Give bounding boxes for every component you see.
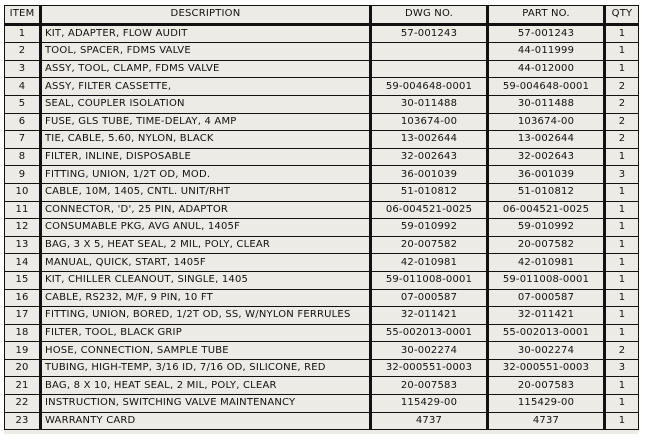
table-row bbox=[5, 43, 639, 61]
cell-description: KIT, ADAPTER, FLOW AUDIT bbox=[41, 24, 371, 43]
header-row bbox=[5, 6, 639, 25]
cell-dwg-no: 30-002274 bbox=[371, 342, 488, 360]
cell-part-no: 30-011488 bbox=[488, 95, 605, 113]
cell-part-no: 13-002644 bbox=[488, 131, 605, 149]
cell-description: CABLE, RS232, M/F, 9 PIN, 10 FT bbox=[41, 289, 371, 307]
table-row bbox=[5, 201, 639, 219]
cell-description: BAG, 8 X 10, HEAT SEAL, 2 MIL, POLY, CLEAR bbox=[41, 377, 371, 395]
cell-description: HOSE, CONNECTION, SAMPLE TUBE bbox=[41, 342, 371, 360]
cell-qty: 1 bbox=[605, 148, 639, 166]
cell-part-no: 59-004648-0001 bbox=[488, 78, 605, 96]
cell-dwg-no: 103674-00 bbox=[371, 113, 488, 131]
cell-part-no: 30-002274 bbox=[488, 342, 605, 360]
cell-qty: 2 bbox=[605, 78, 639, 96]
cell-item: 7 bbox=[5, 131, 41, 149]
cell-item: 17 bbox=[5, 307, 41, 325]
cell-part-no: 32-000551-0003 bbox=[488, 359, 605, 377]
cell-dwg-no: 32-011421 bbox=[371, 307, 488, 325]
cell-qty: 1 bbox=[605, 183, 639, 201]
cell-qty: 1 bbox=[605, 60, 639, 78]
cell-part-no: 32-011421 bbox=[488, 307, 605, 325]
table-row bbox=[5, 183, 639, 201]
cell-dwg-no: 06-004521-0025 bbox=[371, 201, 488, 219]
cell-description: FITTING, UNION, BORED, 1/2T OD, SS, W/NYLON FERRULES bbox=[41, 307, 371, 325]
cell-dwg-no: 13-002644 bbox=[371, 131, 488, 149]
table-row bbox=[5, 236, 639, 254]
cell-qty: 1 bbox=[605, 307, 639, 325]
cell-description: TUBING, HIGH-TEMP, 3/16 ID, 7/16 OD, SILICONE, RED bbox=[41, 359, 371, 377]
cell-part-no: 07-000587 bbox=[488, 289, 605, 307]
cell-item: 5 bbox=[5, 95, 41, 113]
cell-description: FUSE, GLS TUBE, TIME-DELAY, 4 AMP bbox=[41, 113, 371, 131]
cell-dwg-no: 59-004648-0001 bbox=[371, 78, 488, 96]
cell-qty: 2 bbox=[605, 342, 639, 360]
table-row bbox=[5, 359, 639, 377]
cell-qty: 1 bbox=[605, 219, 639, 237]
cell-item: 3 bbox=[5, 60, 41, 78]
cell-item: 18 bbox=[5, 324, 41, 342]
cell-qty: 1 bbox=[605, 201, 639, 219]
cell-dwg-no: 20-007582 bbox=[371, 236, 488, 254]
cell-item: 1 bbox=[5, 24, 41, 43]
cell-part-no: 4737 bbox=[488, 412, 605, 430]
cell-dwg-no: 57-001243 bbox=[371, 24, 488, 43]
cell-item: 12 bbox=[5, 219, 41, 237]
cell-part-no: 103674-00 bbox=[488, 113, 605, 131]
cell-item: 23 bbox=[5, 412, 41, 430]
cell-part-no: 44-011999 bbox=[488, 43, 605, 61]
cell-dwg-no: 55-002013-0001 bbox=[371, 324, 488, 342]
table-row bbox=[5, 254, 639, 272]
cell-description: INSTRUCTION, SWITCHING VALVE MAINTENANCY bbox=[41, 395, 371, 413]
cell-qty: 1 bbox=[605, 43, 639, 61]
cell-description: FITTING, UNION, 1/2T OD, MOD. bbox=[41, 166, 371, 184]
cell-part-no: 20-007583 bbox=[488, 377, 605, 395]
cell-description: SEAL, COUPLER ISOLATION bbox=[41, 95, 371, 113]
cell-description: ASSY, FILTER CASSETTE, bbox=[41, 78, 371, 96]
cell-part-no: 42-010981 bbox=[488, 254, 605, 272]
cell-description: BAG, 3 X 5, HEAT SEAL, 2 MIL, POLY, CLEAR bbox=[41, 236, 371, 254]
header-item: ITEM bbox=[5, 6, 41, 25]
table-row bbox=[5, 113, 639, 131]
cell-item: 14 bbox=[5, 254, 41, 272]
cell-part-no: 59-011008-0001 bbox=[488, 271, 605, 289]
cell-description: FILTER, TOOL, BLACK GRIP bbox=[41, 324, 371, 342]
cell-item: 9 bbox=[5, 166, 41, 184]
cell-dwg-no: 30-011488 bbox=[371, 95, 488, 113]
cell-qty: 1 bbox=[605, 24, 639, 43]
cell-dwg-no: 36-001039 bbox=[371, 166, 488, 184]
cell-dwg-no: 07-000587 bbox=[371, 289, 488, 307]
cell-qty: 2 bbox=[605, 95, 639, 113]
cell-description: ASSY, TOOL, CLAMP, FDMS VALVE bbox=[41, 60, 371, 78]
cell-qty: 3 bbox=[605, 359, 639, 377]
table-row bbox=[5, 412, 639, 430]
cell-part-no: 51-010812 bbox=[488, 183, 605, 201]
table-row bbox=[5, 78, 639, 96]
cell-item: 20 bbox=[5, 359, 41, 377]
cell-item: 6 bbox=[5, 113, 41, 131]
cell-description: MANUAL, QUICK, START, 1405F bbox=[41, 254, 371, 272]
table-row bbox=[5, 166, 639, 184]
table-row bbox=[5, 24, 639, 43]
table-row bbox=[5, 131, 639, 149]
cell-item: 8 bbox=[5, 148, 41, 166]
table-row bbox=[5, 324, 639, 342]
header-qty: QTY bbox=[605, 6, 639, 25]
cell-item: 10 bbox=[5, 183, 41, 201]
cell-qty: 1 bbox=[605, 412, 639, 430]
table-row bbox=[5, 148, 639, 166]
cell-dwg-no: 59-011008-0001 bbox=[371, 271, 488, 289]
cell-part-no: 32-002643 bbox=[488, 148, 605, 166]
cell-item: 19 bbox=[5, 342, 41, 360]
cell-dwg-no: 59-010992 bbox=[371, 219, 488, 237]
bom-body bbox=[5, 24, 639, 430]
cell-description: TOOL, SPACER, FDMS VALVE bbox=[41, 43, 371, 61]
table-row bbox=[5, 271, 639, 289]
cell-description: WARRANTY CARD bbox=[41, 412, 371, 430]
cell-dwg-no: 42-010981 bbox=[371, 254, 488, 272]
table-row bbox=[5, 307, 639, 325]
cell-item: 2 bbox=[5, 43, 41, 61]
bom-table bbox=[4, 5, 639, 430]
cell-description: CABLE, 10M, 1405, CNTL. UNIT/RHT bbox=[41, 183, 371, 201]
cell-item: 21 bbox=[5, 377, 41, 395]
cell-dwg-no: 32-000551-0003 bbox=[371, 359, 488, 377]
bill-of-materials bbox=[4, 5, 638, 434]
cell-dwg-no bbox=[371, 60, 488, 78]
cell-item: 15 bbox=[5, 271, 41, 289]
cell-description: FILTER, INLINE, DISPOSABLE bbox=[41, 148, 371, 166]
cell-dwg-no bbox=[371, 43, 488, 61]
cell-item: 11 bbox=[5, 201, 41, 219]
cell-description: CONSUMABLE PKG, AVG ANUL, 1405F bbox=[41, 219, 371, 237]
cell-dwg-no: 20-007583 bbox=[371, 377, 488, 395]
cell-dwg-no: 115429-00 bbox=[371, 395, 488, 413]
table-row bbox=[5, 377, 639, 395]
cell-part-no: 06-004521-0025 bbox=[488, 201, 605, 219]
cell-dwg-no: 4737 bbox=[371, 412, 488, 430]
cell-qty: 2 bbox=[605, 113, 639, 131]
cell-qty: 3 bbox=[605, 166, 639, 184]
cell-dwg-no: 51-010812 bbox=[371, 183, 488, 201]
cell-qty: 1 bbox=[605, 324, 639, 342]
cell-qty: 1 bbox=[605, 271, 639, 289]
cell-dwg-no: 32-002643 bbox=[371, 148, 488, 166]
cell-part-no: 115429-00 bbox=[488, 395, 605, 413]
table-row bbox=[5, 95, 639, 113]
cell-qty: 1 bbox=[605, 236, 639, 254]
cell-qty: 1 bbox=[605, 395, 639, 413]
cell-part-no: 44-012000 bbox=[488, 60, 605, 78]
cell-qty: 2 bbox=[605, 131, 639, 149]
table-row bbox=[5, 395, 639, 413]
cell-item: 22 bbox=[5, 395, 41, 413]
cell-part-no: 20-007582 bbox=[488, 236, 605, 254]
table-row bbox=[5, 60, 639, 78]
cell-part-no: 59-010992 bbox=[488, 219, 605, 237]
cell-qty: 1 bbox=[605, 377, 639, 395]
cell-part-no: 57-001243 bbox=[488, 24, 605, 43]
cell-description: CONNECTOR, 'D', 25 PIN, ADAPTOR bbox=[41, 201, 371, 219]
cell-part-no: 36-001039 bbox=[488, 166, 605, 184]
header-dwg-no: DWG NO. bbox=[371, 6, 488, 25]
table-row bbox=[5, 289, 639, 307]
table-row bbox=[5, 219, 639, 237]
cell-item: 13 bbox=[5, 236, 41, 254]
cell-item: 16 bbox=[5, 289, 41, 307]
table-row bbox=[5, 342, 639, 360]
cell-description: TIE, CABLE, 5.60, NYLON, BLACK bbox=[41, 131, 371, 149]
cell-qty: 1 bbox=[605, 254, 639, 272]
cell-qty: 1 bbox=[605, 289, 639, 307]
header-description: DESCRIPTION bbox=[41, 6, 371, 25]
cell-part-no: 55-002013-0001 bbox=[488, 324, 605, 342]
cell-description: KIT, CHILLER CLEANOUT, SINGLE, 1405 bbox=[41, 271, 371, 289]
cell-item: 4 bbox=[5, 78, 41, 96]
header-part-no: PART NO. bbox=[488, 6, 605, 25]
